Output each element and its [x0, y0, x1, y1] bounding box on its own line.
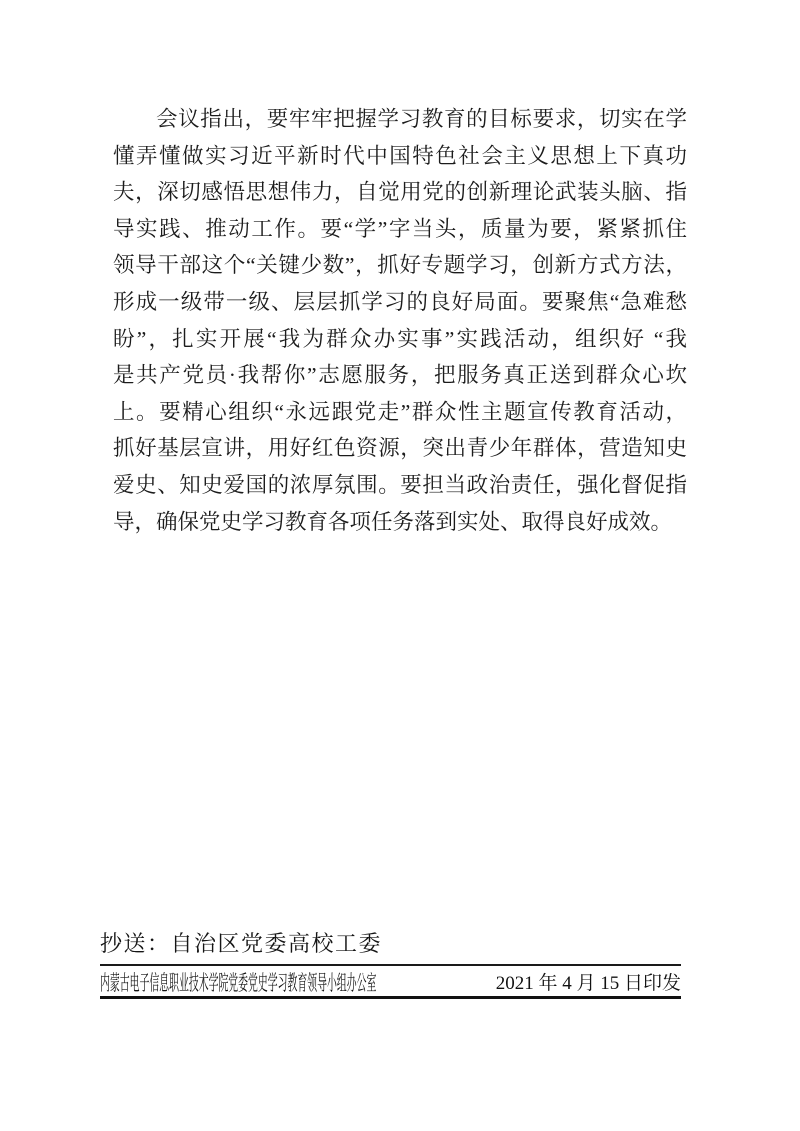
body-paragraph — [113, 101, 687, 540]
issuer-line — [100, 967, 681, 996]
issuer-name-wrap — [100, 967, 390, 997]
paragraph-line: 是共产党员·我帮你”志愿服务，把服务真正送到群众心坎 — [113, 363, 687, 388]
print-date: 2021 年 4 月 15 日印发 — [495, 973, 681, 994]
paragraph-line: 领导干部这个“关键少数”，抓好专题学习，创新方式方法， — [113, 253, 687, 278]
cc-label: 抄送： — [100, 931, 171, 956]
paragraph-line: 懂弄懂做实习近平新时代中国特色社会主义思想上下真功 — [113, 143, 687, 168]
paragraph-line: 盼”，扎实开展“我为群众办实事”实践活动，组织好 “我 — [113, 326, 687, 351]
paragraph-line: 爱史、知史爱国的浓厚氛围。要担当政治责任，强化督促指 — [113, 472, 687, 497]
paragraph-line: 导实践、推动工作。要“学”字当头，质量为要，紧紧抓住 — [113, 216, 687, 241]
cc-recipients: 自治区党委高校工委 — [170, 931, 383, 956]
cc-line — [100, 929, 681, 965]
paragraph-line: 形成一级带一级、层层抓学习的良好局面。要聚焦“急难愁 — [113, 289, 687, 314]
paragraph-line: 会议指出，要牢牢把握学习教育的目标要求，切实在学 — [156, 107, 687, 131]
divider-line-thick — [100, 996, 681, 999]
paragraph-line: 夫，深切感悟思想伟力，自觉用党的创新理论武装头脑、指 — [113, 180, 687, 205]
paragraph-line: 导，确保党史学习教育各项任务落到实处、取得良好成效。 — [113, 509, 673, 534]
paragraph-line: 上。要精心组织“永远跟党走”群众性主题宣传教育活动， — [113, 399, 687, 424]
paragraph-line: 抓好基层宣讲，用好红色资源，突出青少年群体，营造知史 — [113, 436, 687, 461]
issuer-name: 内蒙古电子信息职业技术学院党委党史学习教育领导小组办公室 — [100, 971, 377, 995]
